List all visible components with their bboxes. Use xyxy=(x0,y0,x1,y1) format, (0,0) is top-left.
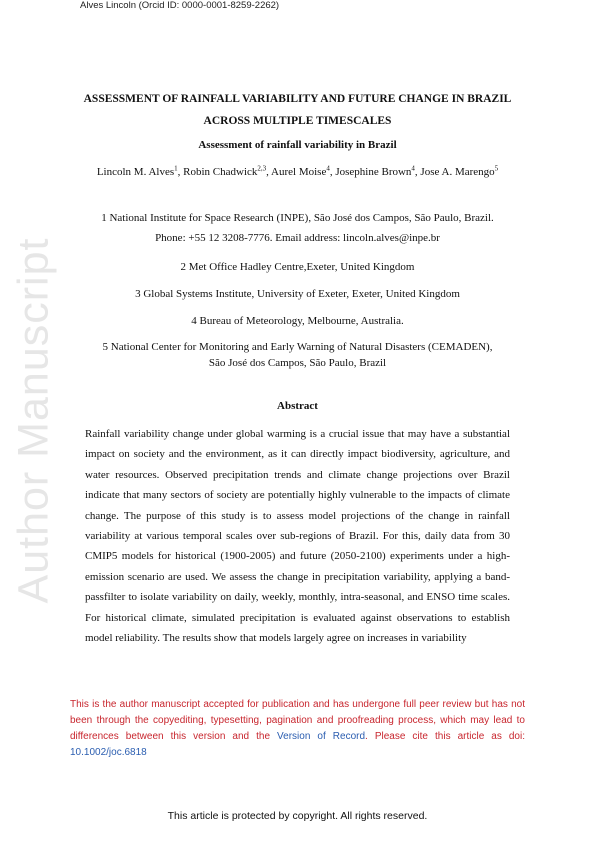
abstract-heading: Abstract xyxy=(277,400,318,412)
orcid-header: Alves Lincoln (Orcid ID: 0000-0001-8259-2262) xyxy=(80,0,280,11)
notice-text-cite: . Please cite this article as doi: xyxy=(365,731,525,742)
affiliation-3: 3 Global Systems Institute, University of Exeter, Exeter, United Kingdom xyxy=(135,288,460,300)
author-affiliation-number: 4 xyxy=(411,164,415,173)
manuscript-notice xyxy=(70,697,525,761)
abstract-text: Rainfall variability change under global warming is a crucial issue that may have a substantial impact on society and the environment, as it can directly impact biodiversity, agriculture, and water resources. Observed precipitation trends and climate change projections over Brazil indicate that many sectors of society are potentially highly vulnerable to the impacts of climate change. The purpose of this study is to assess model projections of the change in rainfall variability at various temporal scales over sub-regions of Brazil. For this, daily data from 30 CMIP5 models for historical (1900-2005) and future (2050-2100) experiments under a high-emission scenario are used. We assess the change in precipitation variability, applying a band-passfilter to isolate variability on daily, weekly, monthly, intra-seasonal, and ENSO time scales. For historical climate, simulated precipitation is evaluated against observations to establish model reliability. The results show that models largely agree on increases in variability xyxy=(85,428,510,645)
paper-title: ASSESSMENT OF RAINFALL VARIABILITY AND FUTURE CHANGE IN BRAZIL ACROSS MULTIPLE TIMESCALES xyxy=(83,93,512,127)
watermark-text: Author Manuscript xyxy=(9,237,58,603)
author-affiliation-number: 5 xyxy=(494,164,499,173)
author-list xyxy=(95,162,500,183)
author-name: Lincoln M. Alves xyxy=(96,166,175,178)
author-separator: , xyxy=(414,166,421,178)
affiliation-2: 2 Met Office Hadley Centre,Exeter, United Kingdom xyxy=(180,261,415,273)
author-name: Jose A. Marengo xyxy=(420,166,495,178)
copyright-footer: This article is protected by copyright. All rights reserved. xyxy=(167,810,428,822)
author-separator: , xyxy=(177,166,184,178)
affiliation-4: 4 Bureau of Meteorology, Melbourne, Australia. xyxy=(191,315,404,327)
affiliation-5: 5 National Center for Monitoring and Early Warning of Natural Disasters (CEMADEN), São José dos Campos, São Paulo, Brazil xyxy=(102,341,493,369)
version-of-record-link[interactable]: Version of Record xyxy=(277,731,366,742)
running-title: Assessment of rainfall variability in Brazil xyxy=(198,139,397,151)
author-affiliation-number: 1 xyxy=(174,164,178,173)
author-manuscript-watermark xyxy=(9,175,58,665)
author-affiliation-number: 4 xyxy=(326,164,330,173)
notice-text: This is the author manuscript accepted for publication and has undergone full peer review but has not been through the copyediting, typesetting, pagination and proofreading process, which may lead to differences between this version and the xyxy=(70,699,525,742)
author-name: Aurel Moise xyxy=(271,166,327,178)
author-affiliation-number: 2,3 xyxy=(257,164,267,173)
doi-link[interactable]: 10.1002/joc.6818 xyxy=(70,747,147,758)
author-separator: , xyxy=(329,166,336,178)
author-name: Josephine Brown xyxy=(335,166,412,178)
author-separator: , xyxy=(266,166,272,178)
author-name: Robin Chadwick xyxy=(183,166,258,178)
affiliation-1: 1 National Institute for Space Research (INPE), São José dos Campos, São Paulo, Brazil. Phone: +55 12 3208-7776. Email address: lincoln.alves@inpe.br xyxy=(101,212,494,244)
